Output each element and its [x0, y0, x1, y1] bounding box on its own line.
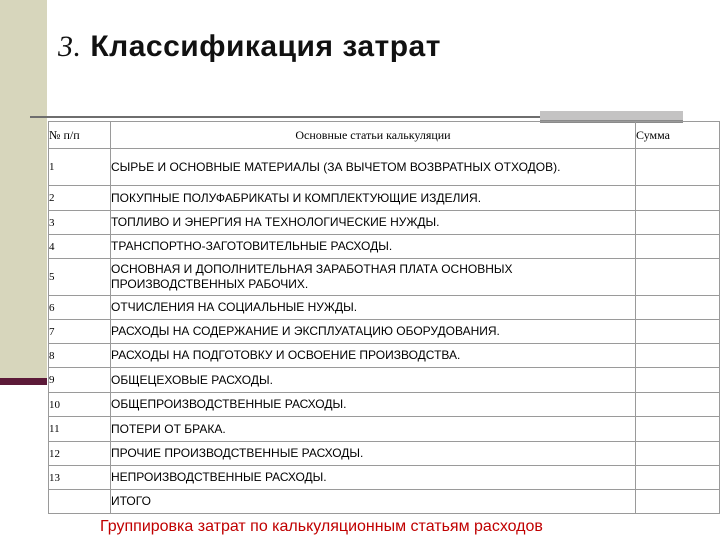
table-row	[49, 490, 720, 514]
row-item: ОБЩЕПРОИЗВОДСТВЕННЫЕ РАСХОДЫ.	[111, 393, 636, 417]
header-item: Основные статьи калькуляции	[111, 122, 636, 149]
row-item: ИТОГО	[111, 490, 636, 514]
row-amount	[636, 235, 720, 259]
table-row	[49, 344, 720, 368]
row-item: РАСХОДЫ НА СОДЕРЖАНИЕ И ЭКСПЛУАТАЦИЮ ОБОРУДОВАНИЯ.	[111, 320, 636, 344]
row-amount	[636, 466, 720, 490]
row-number: 12	[49, 442, 111, 466]
table-header-row	[49, 122, 720, 149]
row-number: 1	[49, 149, 111, 186]
accent-bar	[540, 111, 683, 120]
cost-items-table	[48, 121, 720, 514]
row-number: 6	[49, 296, 111, 320]
row-item: ТОПЛИВО И ЭНЕРГИЯ НА ТЕХНОЛОГИЧЕСКИЕ НУЖДЫ.	[111, 211, 636, 235]
row-item: ПОТЕРИ ОТ БРАКА.	[111, 417, 636, 442]
left-decor-line	[0, 378, 47, 385]
row-number: 2	[49, 186, 111, 211]
table-row	[49, 296, 720, 320]
row-item: ОСНОВНАЯ И ДОПОЛНИТЕЛЬНАЯ ЗАРАБОТНАЯ ПЛАТА ОСНОВНЫХ ПРОИЗВОДСТВЕННЫХ РАБОЧИХ.	[111, 259, 636, 296]
row-number: 4	[49, 235, 111, 259]
row-amount	[636, 417, 720, 442]
row-item: ОТЧИСЛЕНИЯ НА СОЦИАЛЬНЫЕ НУЖДЫ.	[111, 296, 636, 320]
row-number: 5	[49, 259, 111, 296]
row-amount	[636, 442, 720, 466]
table-row	[49, 186, 720, 211]
table-row	[49, 417, 720, 442]
row-amount	[636, 344, 720, 368]
row-amount	[636, 393, 720, 417]
row-number: 7	[49, 320, 111, 344]
row-amount	[636, 320, 720, 344]
left-decor-band	[0, 0, 47, 378]
table-row	[49, 368, 720, 393]
table-caption: Группировка затрат по калькуляционным статьям расходов	[100, 518, 543, 535]
row-number	[49, 490, 111, 514]
row-amount	[636, 368, 720, 393]
title-number: 3.	[58, 30, 82, 63]
row-number: 3	[49, 211, 111, 235]
slide-title	[58, 30, 441, 64]
table-row	[49, 149, 720, 186]
row-item: ТРАНСПОРТНО-ЗАГОТОВИТЕЛЬНЫЕ РАСХОДЫ.	[111, 235, 636, 259]
row-amount	[636, 259, 720, 296]
row-item: ПОКУПНЫЕ ПОЛУФАБРИКАТЫ И КОМПЛЕКТУЮЩИЕ ИЗДЕЛИЯ.	[111, 186, 636, 211]
row-item: ОБЩЕЦЕХОВЫЕ РАСХОДЫ.	[111, 368, 636, 393]
table-row	[49, 393, 720, 417]
row-amount	[636, 490, 720, 514]
row-number: 13	[49, 466, 111, 490]
row-amount	[636, 186, 720, 211]
table-row	[49, 320, 720, 344]
table-row	[49, 259, 720, 296]
table-row	[49, 211, 720, 235]
table-row	[49, 235, 720, 259]
row-number: 9	[49, 368, 111, 393]
title-text: Классификация затрат	[90, 30, 441, 63]
header-amount: Сумма	[636, 122, 720, 149]
row-number: 11	[49, 417, 111, 442]
row-amount	[636, 211, 720, 235]
row-number: 10	[49, 393, 111, 417]
table-row	[49, 442, 720, 466]
row-item: ПРОЧИЕ ПРОИЗВОДСТВЕННЫЕ РАСХОДЫ.	[111, 442, 636, 466]
header-number: № п/п	[49, 122, 111, 149]
table-row	[49, 466, 720, 490]
row-amount	[636, 149, 720, 186]
title-underline	[30, 116, 540, 118]
row-item: НЕПРОИЗВОДСТВЕННЫЕ РАСХОДЫ.	[111, 466, 636, 490]
row-number: 8	[49, 344, 111, 368]
row-item: СЫРЬЕ И ОСНОВНЫЕ МАТЕРИАЛЫ (ЗА ВЫЧЕТОМ ВОЗВРАТНЫХ ОТХОДОВ).	[111, 149, 636, 186]
row-item: РАСХОДЫ НА ПОДГОТОВКУ И ОСВОЕНИЕ ПРОИЗВОДСТВА.	[111, 344, 636, 368]
row-amount	[636, 296, 720, 320]
